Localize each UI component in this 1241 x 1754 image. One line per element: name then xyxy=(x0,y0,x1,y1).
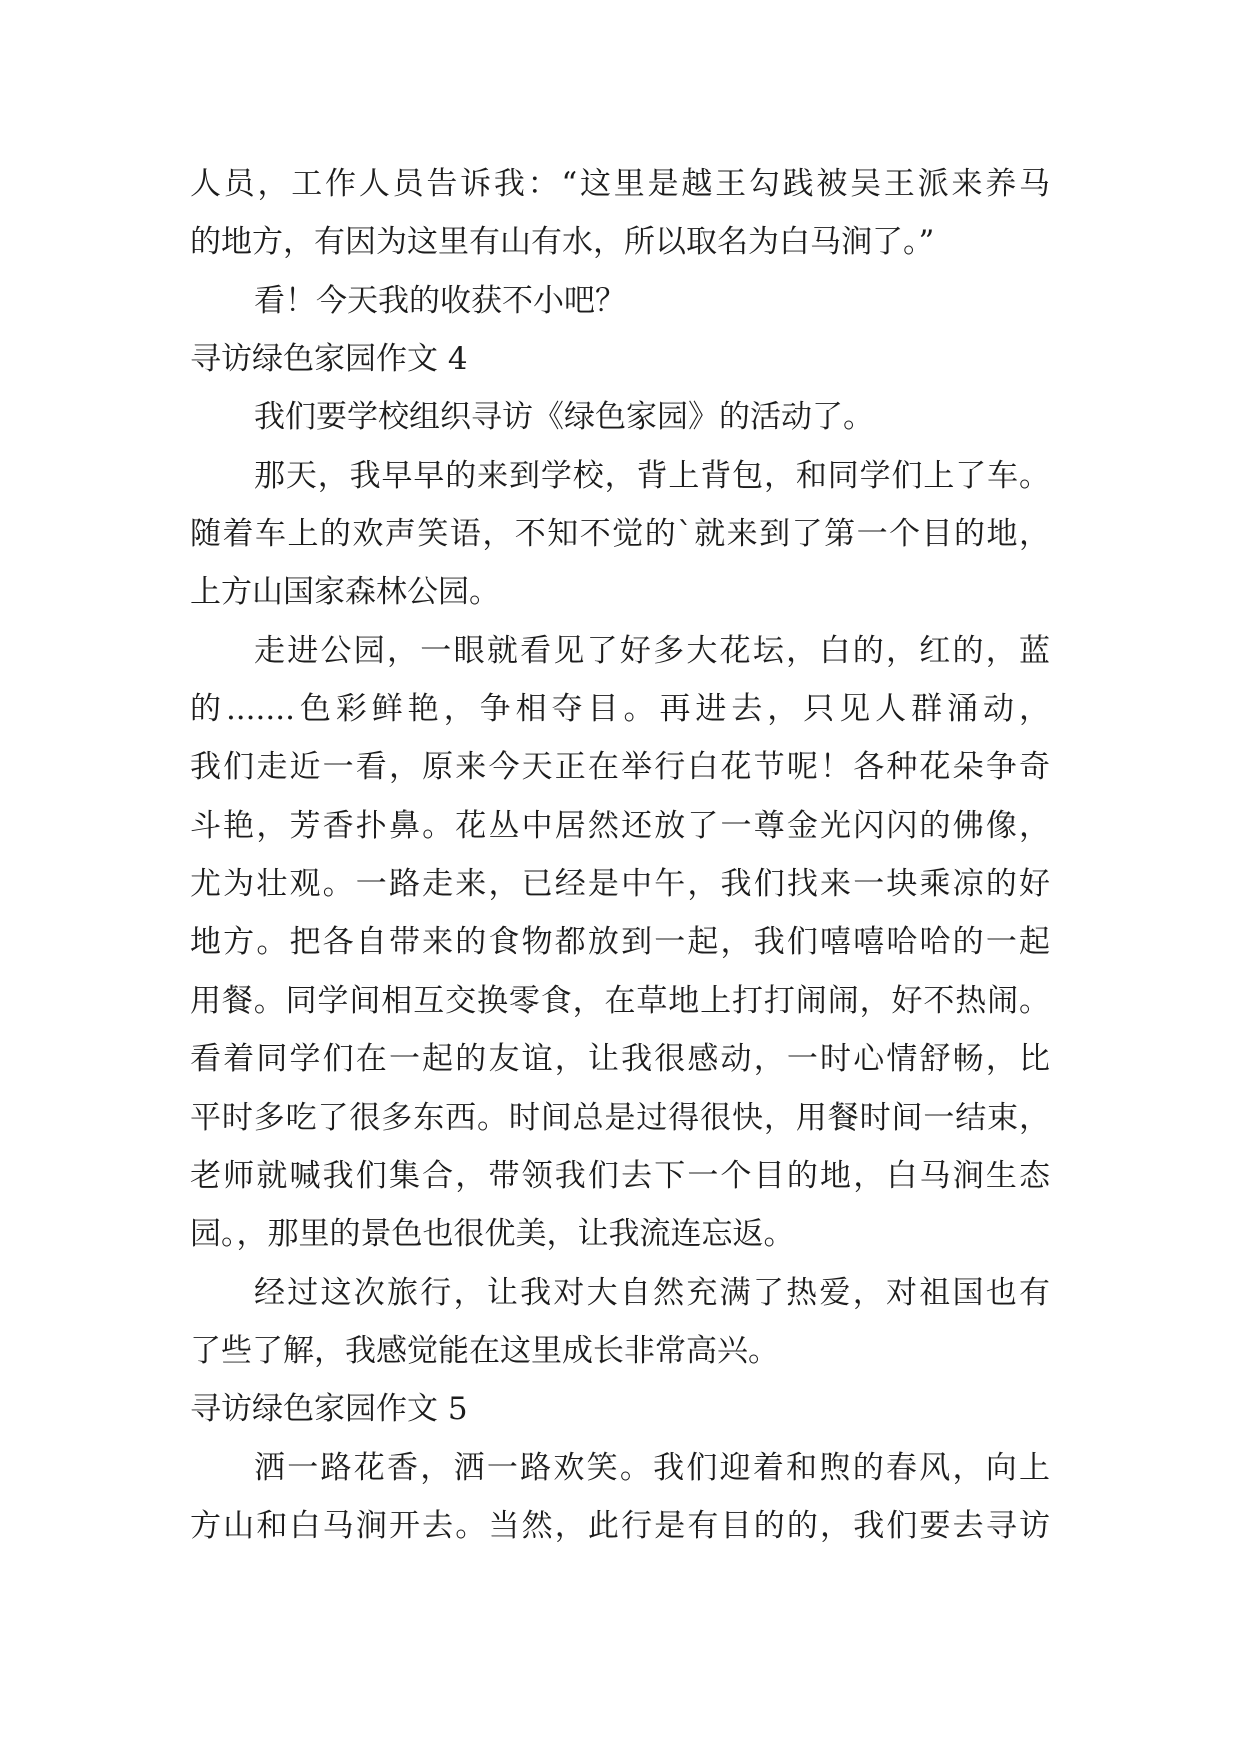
paragraph-line: 我们要学校组织寻访《绿色家园》的活动了。 xyxy=(254,399,874,436)
paragraph-line: 上方山国家森林公园。 xyxy=(190,574,500,611)
paragraph-line: 经过这次旅行，让我对大自然充满了热爱，对祖国也有 xyxy=(254,1274,1050,1311)
paragraph-line: 老师就喊我们集合，带领我们去下一个目的地，白马涧生态 xyxy=(190,1157,1050,1194)
paragraph-line: 斗艳，芳香扑鼻。花丛中居然还放了一尊金光闪闪的佛像， xyxy=(190,807,1050,844)
paragraph-line: 洒一路花香，洒一路欢笑。我们迎着和煦的春风，向上 xyxy=(254,1449,1050,1486)
paragraph-line: 的.......色彩鲜艳，争相夺目。再进去，只见人群涌动， xyxy=(190,691,1050,728)
paragraph xyxy=(190,1264,1050,1381)
paragraph-line: 方山和白马涧开去。当然，此行是有目的的，我们要去寻访 xyxy=(190,1507,1050,1544)
paragraph-line: 随着车上的欢声笑语，不知不觉的`就来到了第一个目的地， xyxy=(190,516,1050,553)
paragraph-line: 用餐。同学间相互交换零食，在草地上打打闹闹，好不热闹。 xyxy=(190,982,1050,1019)
paragraph-line: 园。，那里的景色也很优美，让我流连忘返。 xyxy=(190,1216,795,1253)
paragraph-line: 了些了解，我感觉能在这里成长非常高兴。 xyxy=(190,1332,779,1369)
paragraph xyxy=(190,447,1050,622)
paragraph-line: 那天，我早早的来到学校，背上背包，和同学们上了车。 xyxy=(254,457,1050,494)
section-heading: 寻访绿色家园作文 4 xyxy=(190,341,468,378)
section-heading: 寻访绿色家园作文 5 xyxy=(190,1391,468,1428)
paragraph-line: 看着同学们在一起的友谊，让我很感动，一时心情舒畅，比 xyxy=(190,1041,1050,1078)
paragraph xyxy=(190,155,1050,272)
paragraph xyxy=(190,272,1050,330)
paragraph-line: 走进公园，一眼就看见了好多大花坛，白的，红的，蓝 xyxy=(254,632,1050,669)
paragraph xyxy=(190,1439,1050,1556)
paragraph-line: 的地方，有因为这里有山有水，所以取名为白马涧了。” xyxy=(190,224,935,261)
paragraph-line: 地方。把各自带来的食物都放到一起，我们嘻嘻哈哈的一起 xyxy=(190,924,1050,961)
paragraph-line: 我们走近一看，原来今天正在举行白花节呢！各种花朵争奇 xyxy=(190,749,1050,786)
paragraph-line: 平时多吃了很多东西。时间总是过得很快，用餐时间一结束， xyxy=(190,1099,1050,1136)
paragraph xyxy=(190,622,1050,1264)
paragraph-line: 尤为壮观。一路走来，已经是中午，我们找来一块乘凉的好 xyxy=(190,866,1050,903)
document-body xyxy=(190,155,1050,1555)
paragraph xyxy=(190,388,1050,446)
paragraph-line: 看！今天我的收获不小吧？ xyxy=(254,282,626,319)
paragraph-line: 人员，工作人员告诉我：“这里是越王勾践被吴王派来养马 xyxy=(190,166,1050,202)
